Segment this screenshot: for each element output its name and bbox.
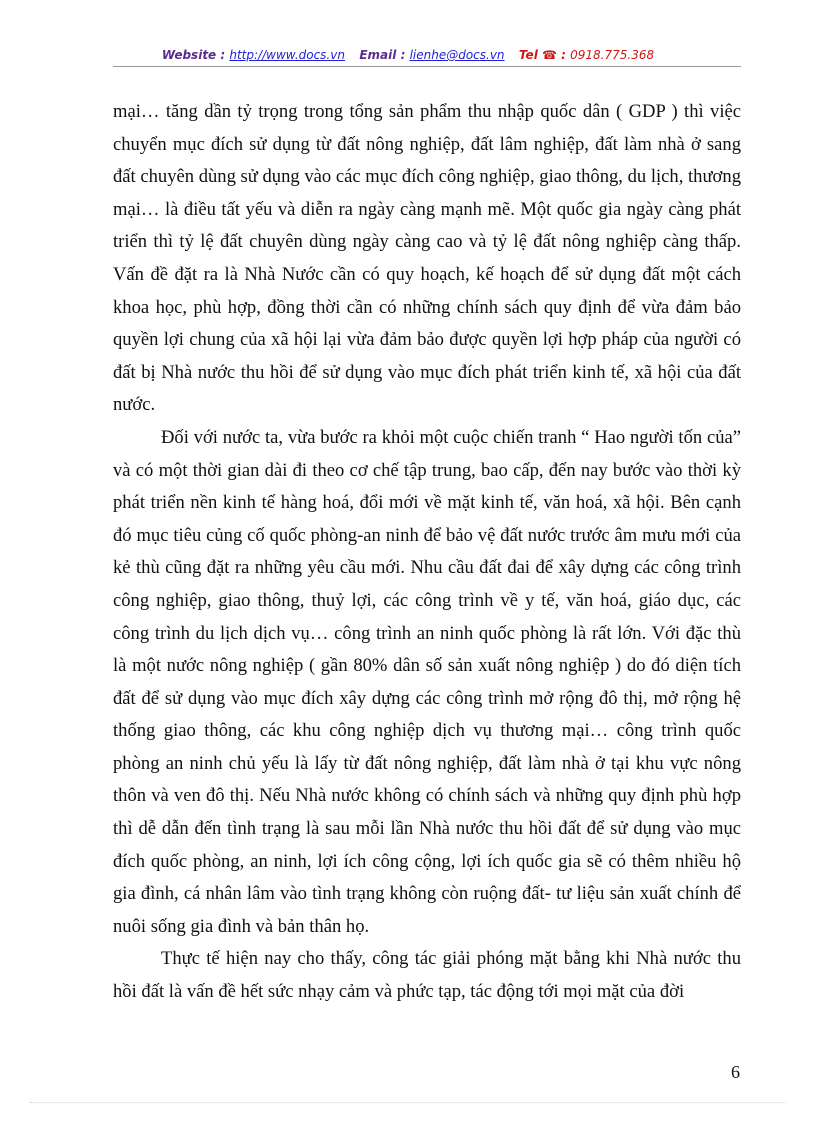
tel-colon: : (561, 48, 566, 62)
page-number: 6 (731, 1062, 740, 1082)
footer-divider (30, 1102, 786, 1103)
email-colon: : (400, 48, 406, 62)
tel-label: Tel (518, 48, 538, 62)
document-body (113, 96, 741, 1009)
website-link[interactable]: http://www.docs.vn (229, 48, 345, 62)
paragraph: Thực tế hiện nay cho thấy, công tác giải phóng mặt bằng khi Nhà nước thu hồi đất là vấn đề hết sức nhạy cảm và phức tạp, tác động tới mọi mặt của đời (113, 948, 741, 1003)
paragraph-continuation: mại… tăng dần tỷ trọng trong tổng sản phẩm thu nhập quốc dân ( GDP ) thì việc chuyển mục đích sử dụng từ đất nông nghiệp, đất lâm nghiệp, đất làm nhà ở sang đất chuyên dùng sử dụng vào các mục đích công nghiệp, giao thông, du lịch, thương mại… là điều tất yếu và diễn ra ngày càng mạnh mẽ. Một quốc gia ngày càng phát triển thì tỷ lệ đất chuyên dùng ngày càng cao và tỷ lệ đất nông nghiệp càng thấp. Vấn đề đặt ra là Nhà Nước cần có quy hoạch, kế hoạch để sử dụng đất một cách khoa học, phù hợp, đồng thời cần có những chính sách quy định để vừa đảm bảo quyền lợi chung của xã hội lại vừa đảm bảo được quyền lợi hợp pháp của người có đất bị Nhà nước thu hồi để sử dụng vào mục đích phát triển kinh tế, xã hội của đất nước. (113, 101, 741, 416)
email-label: Email (359, 48, 397, 62)
website-colon: : (220, 48, 226, 62)
tel-number: 0918.775.368 (570, 48, 655, 62)
website-label: Website (161, 48, 217, 62)
email-link[interactable]: lienhe@docs.vn (409, 48, 505, 62)
paragraph: Đối với nước ta, vừa bước ra khỏi một cuộc chiến tranh “ Hao người tốn của” và có một thời gian dài đi theo cơ chế tập trung, bao cấp, đến nay bước vào thời kỳ phát triển nền kinh tế hàng hoá, đổi mới về mặt kinh tế, văn hoá, xã hội. Bên cạnh đó mục tiêu củng cố quốc phòng-an ninh để bảo vệ đất nước trước âm mưu mới của kẻ thù cũng đặt ra những yêu cầu mới. Nhu cầu đất đai để xây dựng các công trình công nghiệp, giao thông, thuỷ lợi, các công trình về y tế, văn hoá, giáo dục, các công trình du lịch dịch vụ… công trình an ninh quốc phòng là rất lớn. Với đặc thù là một nước nông nghiệp ( gần 80% dân số sản xuất nông nghiệp ) do đó diện tích đất để sử dụng vào mục đích xây dựng các công trình mở rộng đô thị, mở rộng hệ thống giao thông, các khu công nghiệp dịch vụ thương mại… công trình quốc phòng an ninh chủ yếu là lấy từ đất nông nghiệp, đất làm nhà ở tại khu vực nông thôn và ven đô thị. Nếu Nhà nước không có chính sách và những quy định phù hợp thì dễ dẫn đến tình trạng là sau mỗi lần Nhà nước thu hồi đất để sử dụng vào mục đích quốc phòng, an ninh, lợi ích công cộng, lợi ích quốc gia sẽ có thêm nhiều hộ gia đình, cá nhân lâm vào tình trạng không còn ruộng đất- tư liệu sản xuất chính để nuôi sống gia đình và bản thân họ. (113, 426, 741, 937)
phone-icon: ☎ (542, 48, 557, 62)
header-divider (113, 66, 741, 67)
page-header (0, 48, 816, 62)
